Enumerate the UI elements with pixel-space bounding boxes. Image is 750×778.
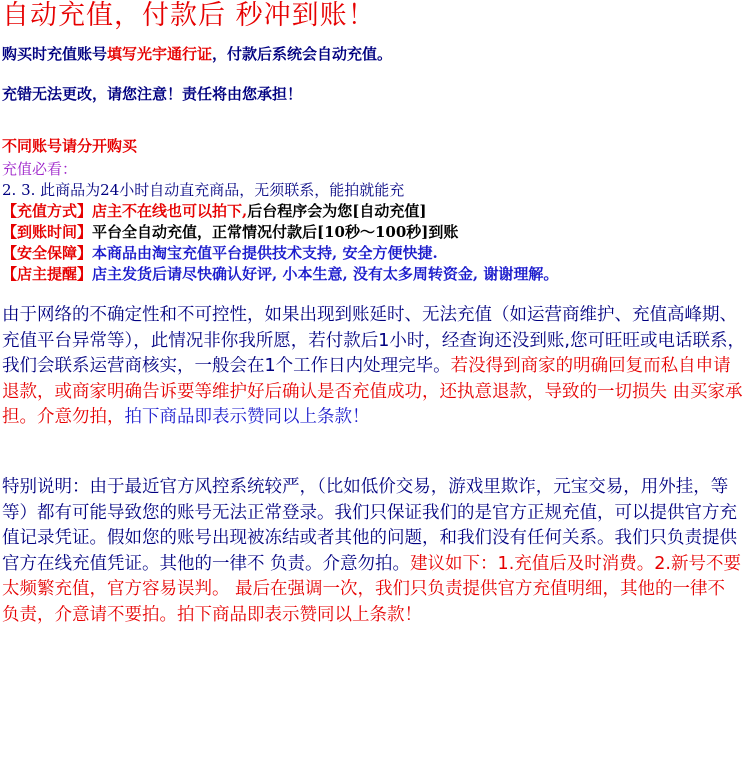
disclaimer-2-red: 建议如下：1.充值后及时消费。2.新号不要太频繁充值，官方容易误判。 最后在强调一次，我们只负责提供官方充值明细，其他的一律不 负责，介意请不要拍。拍下商品即表示赞同以上条款！ bbox=[2, 553, 741, 625]
info-item-safety bbox=[2, 243, 748, 263]
disclaimer-2-navy-1: 特别说明：由于最近官方风控系统较严，（比如低价交易，游戏里欺诈，元宝交易，用外挂，等等）都有可能导致您的账号无法正常登录。 bbox=[2, 477, 729, 523]
disclaimer-1-red: 若没得到商家的明确回复而私自申请退款，或商家明确告诉要等维护好后确认是否充值成功，还执意退款，导致的一切损失 由买家承担。介意勿拍， bbox=[2, 356, 743, 427]
info-item-method bbox=[2, 201, 748, 221]
intro-line-2: 充错无法更改，请您注意！责任将由您承担！ bbox=[2, 85, 303, 103]
intro-line-1-c: ，付款后系统会自动充值。 bbox=[212, 45, 393, 63]
disclaimer-2-navy-2: 我们只保证我们的是官方正规充值，可以提供官方充值记录凭证。假如您的账号出现被冻结或者其他的问题，和我们没有任何关系。我们只负责提供官方在线充值凭证。其他的一律不 负责。介意勿拍。 bbox=[2, 502, 737, 574]
disclaimer-1-navy: 由于网络的不确定性和不可控性，如果出现到账延时、无法充值（如运营商维护、充值高峰期、充值平台异常等），此情况非你我所愿，若付款后1小时，经查询还没到账,您可旺旺或电话联系，我们会联系运营商核实，一般会在1个工作日内处理完毕。 bbox=[2, 305, 745, 376]
info-item-text: 平台全自动充值，正常情况付款后[10秒～100秒]到账 bbox=[92, 223, 459, 241]
info-item-tag: 【充值方式】 bbox=[2, 202, 93, 220]
intro-line-1-highlight: 填写光宇通行证 bbox=[107, 45, 213, 63]
disclaimer-paragraph-1 bbox=[2, 303, 748, 431]
intro-line-1 bbox=[2, 44, 748, 64]
info-item-text: 本商品由淘宝充值平台提供技术支持, 安全方便快捷. bbox=[92, 244, 438, 262]
product-note: 2. 3. 此商品为24小时自动直充商品，无须联系，能拍就能充 bbox=[2, 181, 405, 199]
notice-heading: 充值必看： bbox=[2, 160, 78, 178]
intro-line-1-a: 购买时充值账号 bbox=[2, 45, 108, 63]
info-item-text-b: 后台程序会为您[自动充值] bbox=[247, 202, 427, 220]
info-item-reminder bbox=[2, 264, 748, 284]
info-item-text: 店主不在线也可以拍下, bbox=[92, 202, 248, 220]
info-item-tag: 【店主提醒】 bbox=[2, 265, 93, 283]
info-item-arrival bbox=[2, 222, 748, 242]
disclaimer-1-blue: 拍下商品即表示赞同以上条款！ bbox=[124, 407, 370, 427]
info-item-tag: 【安全保障】 bbox=[2, 244, 93, 262]
info-item-tag: 【到账时间】 bbox=[2, 223, 93, 241]
disclaimer-paragraph-2 bbox=[2, 475, 748, 628]
page-title: 自动充值，付款后 秒冲到账！ bbox=[2, 0, 376, 31]
separate-accounts-note: 不同账号请分开购买 bbox=[2, 137, 138, 155]
info-item-text: 店主发货后请尽快确认好评, 小本生意, 没有太多周转资金, 谢谢理解。 bbox=[92, 265, 559, 283]
